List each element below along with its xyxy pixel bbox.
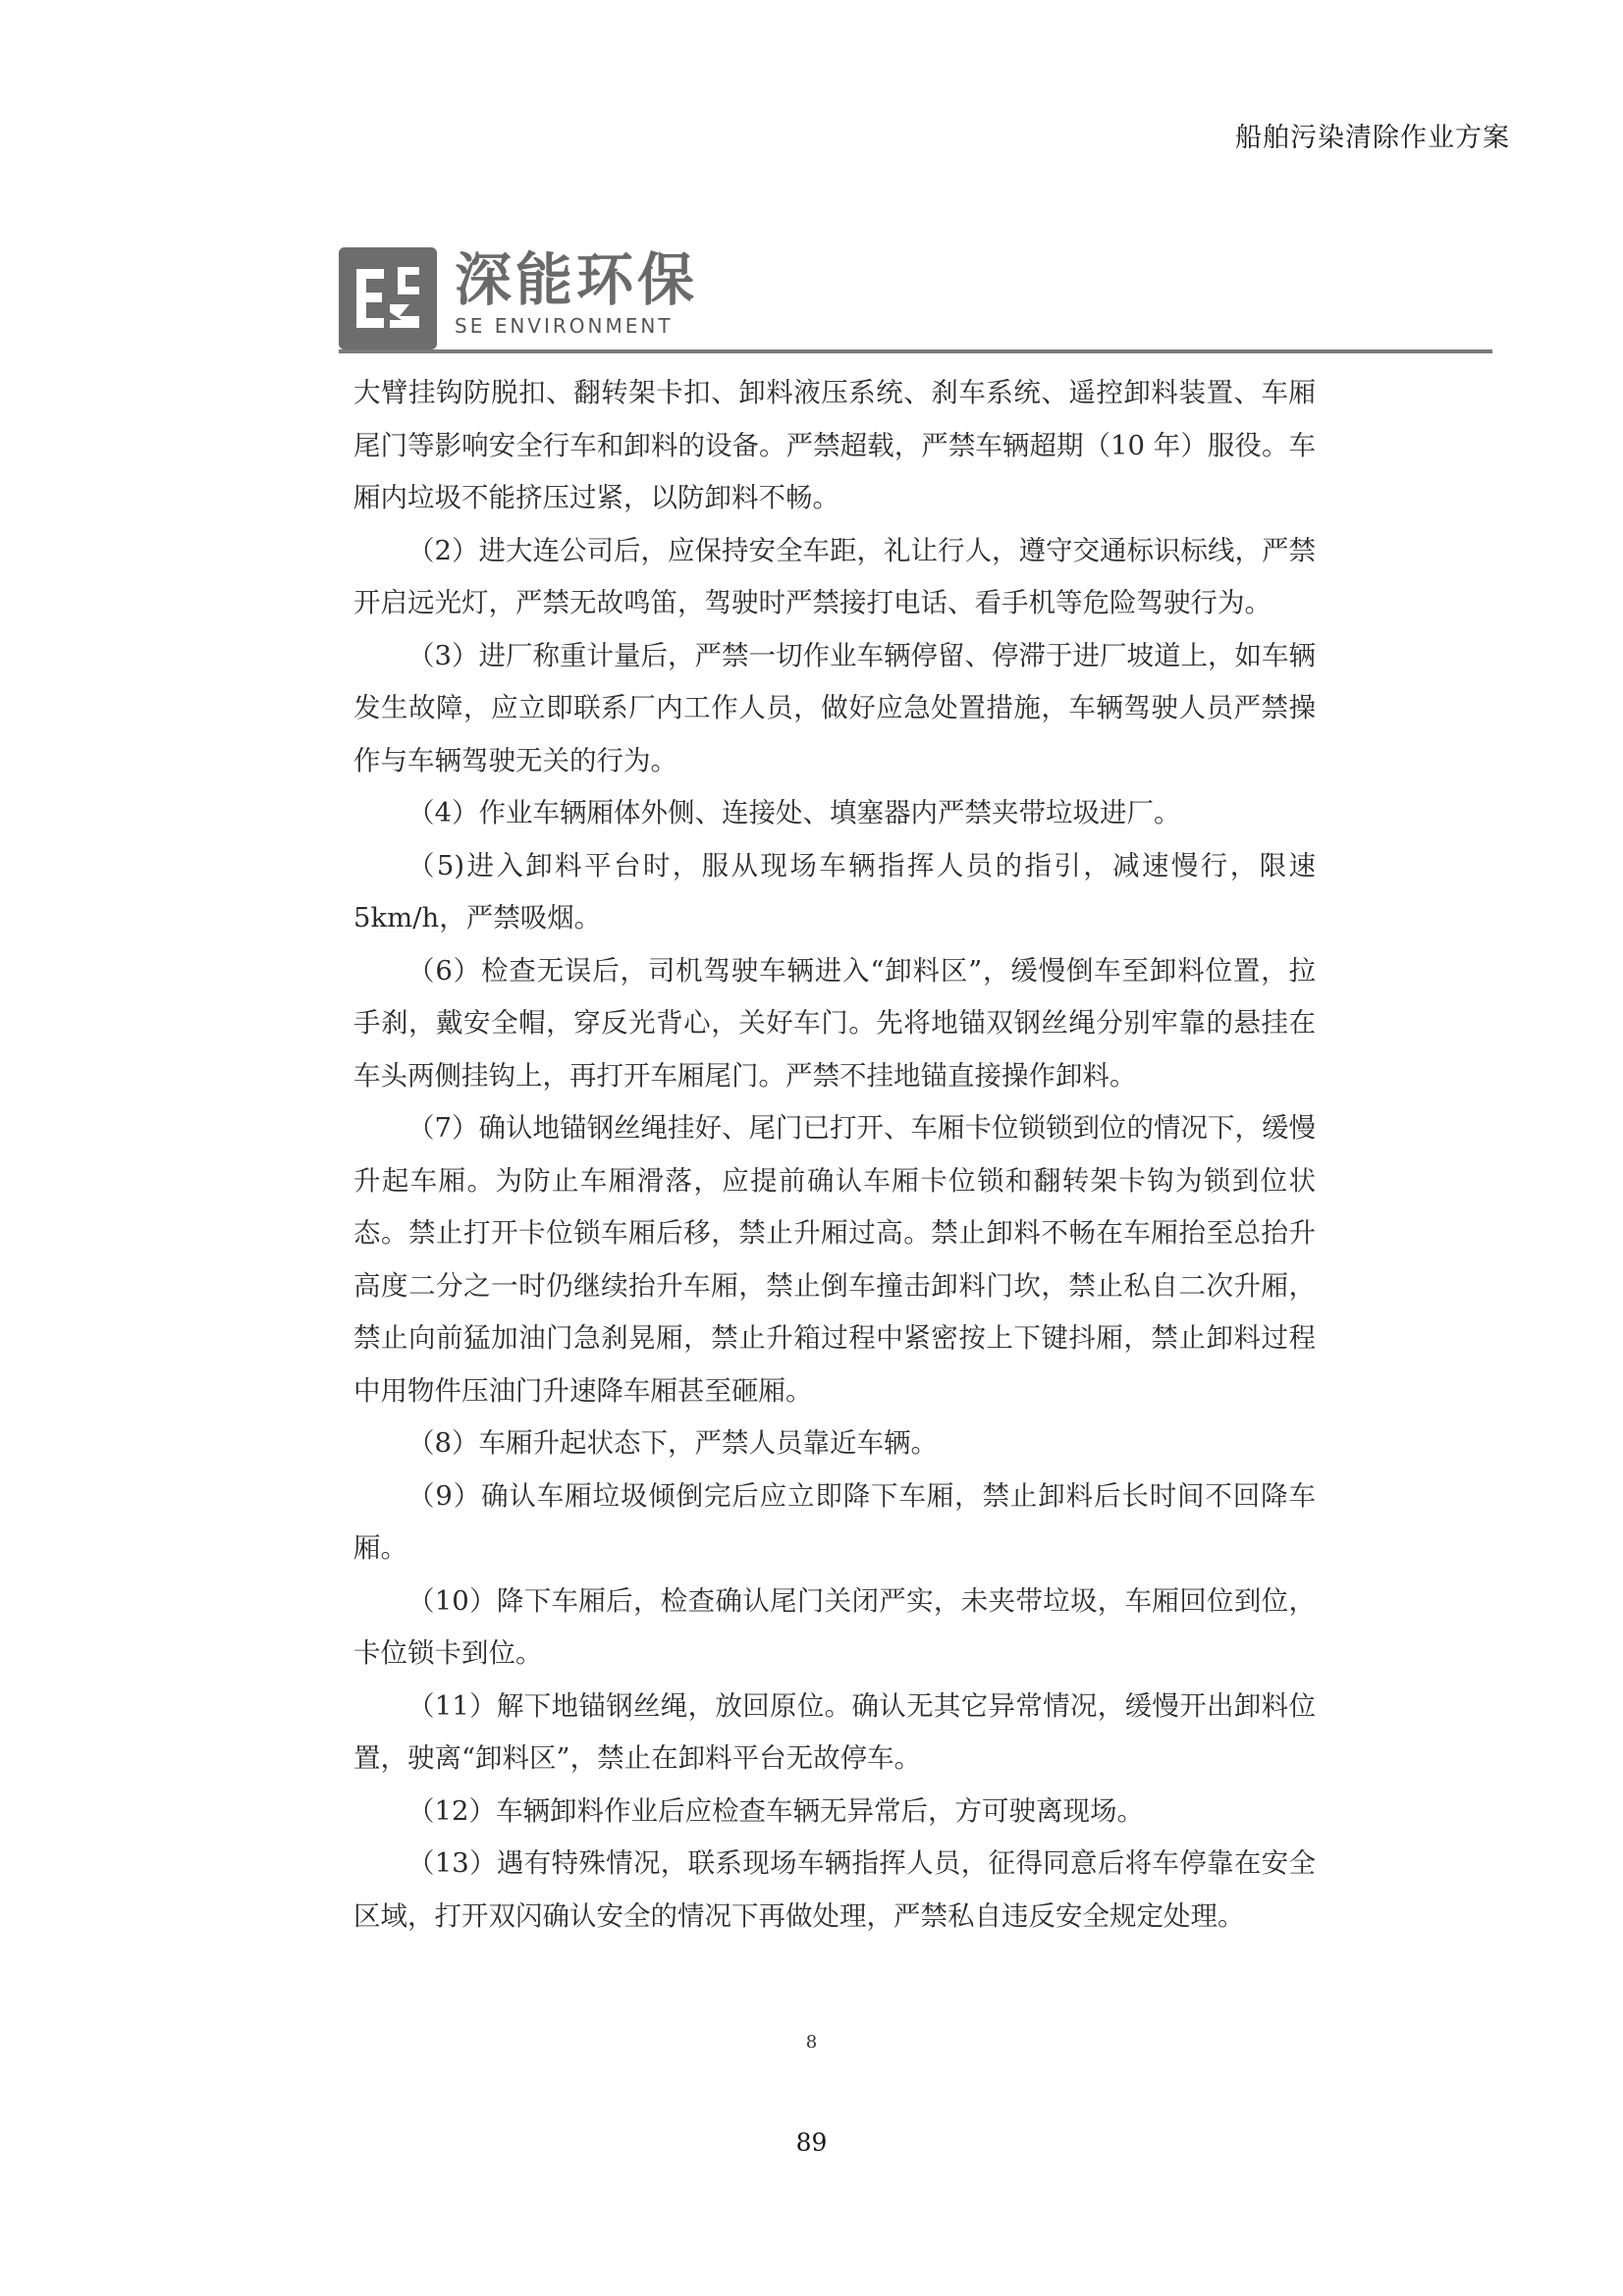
paragraph-item-5: （5)进入卸料平台时，服从现场车辆指挥人员的指引，减速慢行，限速 5km/h，严禁吸烟。 [353, 849, 1316, 934]
paragraph-item-2: （2）进大连公司后，应保持安全车距，礼让行人，遵守交通标识标线，严禁开启远光灯，严禁无故鸣笛，驾驶时严禁接打电话、看手机等危险驾驶行为。 [353, 534, 1316, 618]
section-page-number: 8 [805, 2032, 818, 2053]
paragraph-item-8: （8）车厢升起状态下，严禁人员靠近车辆。 [407, 1427, 938, 1459]
paragraph-item-4: （4）作业车辆厢体外侧、连接处、填塞器内严禁夹带垃圾进厂。 [407, 797, 1181, 828]
header-divider [339, 349, 1492, 353]
paragraph-continuation: 大臂挂钩防脱扣、翻转架卡扣、卸料液压系统、刹车系统、遥控卸料装置、车厢尾门等影响安全行车和卸料的设备。严禁超载，严禁车辆超期（10 年）服役。车厢内垃圾不能挤压过紧，以防卸料不畅。 [353, 377, 1316, 513]
logo-chinese-name: 深能环保 [455, 246, 699, 313]
logo-english-name: SE ENVIRONMENT [455, 314, 674, 338]
paragraph-item-9: （9）确认车厢垃圾倾倒完后应立即降下车厢，禁止卸料后长时间不回降车厢。 [353, 1479, 1316, 1564]
paragraph-item-3: （3）进厂称重计量后，严禁一切作业车辆停留、停滞于进厂坡道上，如车辆发生故障，应立即联系厂内工作人员，做好应急处置措施，车辆驾驶人员严禁操作与车辆驾驶无关的行为。 [353, 639, 1316, 776]
document-body [353, 367, 1316, 1943]
document-title: 船舶污染清除作业方案 [1235, 123, 1510, 153]
paragraph-item-12: （12）车辆卸料作业后应检查车辆无异常后，方可驶离现场。 [407, 1794, 1144, 1827]
paragraph-item-10: （10）降下车厢后，检查确认尾门关闭严实，未夹带垃圾，车厢回位到位，卡位锁卡到位。 [353, 1584, 1316, 1669]
paragraph-item-13: （13）遇有特殊情况，联系现场车辆指挥人员，征得同意后将车停靠在安全区域，打开双闪确认安全的情况下再做处理，严禁私自违反安全规定处理。 [353, 1847, 1316, 1932]
paragraph-item-7: （7）确认地锚钢丝绳挂好、尾门已打开、车厢卡位锁锁到位的情况下，缓慢升起车厢。为防止车厢滑落，应提前确认车厢卡位锁和翻转架卡钩为锁到位状态。禁止打开卡位锁车厢后移，禁止升厢过高。禁止卸料不畅在车厢抬至总抬升高度二分之一时仍继续抬升车厢，禁止倒车撞击卸料门坎，禁止私自二次升厢，禁止向前猛加油门急刹晃厢，禁止升箱过程中紧密按上下键抖厢，禁止卸料过程中用物件压油门升速降车厢甚至砸厢。 [353, 1112, 1316, 1407]
paragraph-item-6: （6）检查无误后，司机驾驶车辆进入“卸料区”，缓慢倒车至卸料位置，拉手刹，戴安全帽，穿反光背心，关好车门。先将地锚双钢丝绳分别牢靠的悬挂在车头两侧挂钩上，再打开车厢尾门。严禁不挂地锚直接操作卸料。 [353, 954, 1316, 1092]
paragraph-item-11: （11）解下地锚钢丝绳，放回原位。确认无其它异常情况，缓慢开出卸料位置，驶离“卸料区”，禁止在卸料平台无故停车。 [353, 1689, 1316, 1774]
company-logo [339, 247, 698, 353]
document-page-number: 89 [795, 2128, 828, 2157]
logo-emblem-icon [339, 247, 437, 349]
logo-wordmark [455, 247, 698, 338]
